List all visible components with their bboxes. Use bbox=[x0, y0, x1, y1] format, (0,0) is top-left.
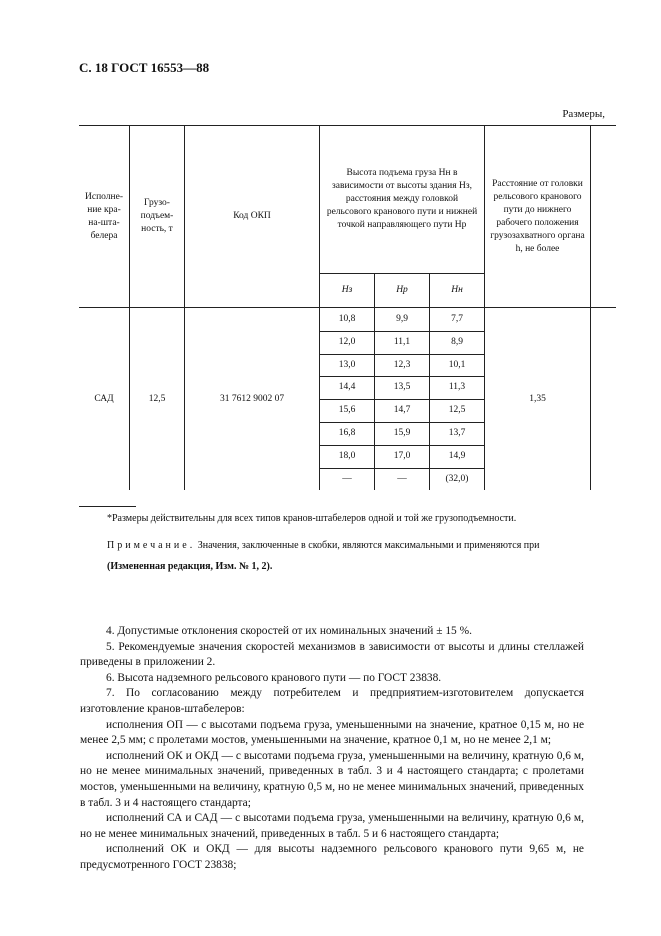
table-cell: 11,1 bbox=[393, 337, 411, 347]
note bbox=[107, 540, 540, 551]
table-cell: 17,0 bbox=[393, 451, 411, 461]
table-cell: 18,0 bbox=[338, 451, 356, 461]
paragraph: исполнений ОК и ОКД — для высоты надземного рельсового кранового пути 9,65 м, не предусмотренного ГОСТ 23838; bbox=[80, 843, 584, 871]
subheader-hz: Hз bbox=[341, 285, 353, 295]
cell-okp: 31 7612 9002 07 bbox=[219, 393, 285, 404]
cell-capacity: 12,5 bbox=[148, 393, 166, 404]
table-cell: 14,9 bbox=[448, 451, 466, 461]
paragraph: 4. Допустимые отклонения скоростей от их номинальных значений ± 15 %. bbox=[106, 625, 472, 637]
paragraph: исполнений ОК и ОКД — с высотами подъема груза, уменьшенными на величину, кратную 0,6 м, но не менее минимальных значений, приведенных в табл. 3 и 4 настоящего стандарта; с пролетами мостов, уменьшенными на величину, кратную 0,5 м, но не менее минимальных значений, приведенных в табл. 3 и 4 настоящего стандарта; bbox=[80, 749, 584, 809]
table-cell: 10,1 bbox=[448, 360, 466, 370]
units-label: Размеры, bbox=[562, 108, 605, 120]
subheader-hn: Hн bbox=[451, 285, 463, 295]
table-cell: 12,3 bbox=[393, 360, 411, 370]
table-cell: 15,9 bbox=[393, 428, 411, 438]
table-cell: 15,6 bbox=[338, 405, 356, 415]
table-cell: 12,5 bbox=[448, 405, 466, 415]
header-distance: Расстояние от головки рельсового кранового пути до нижнего рабочего положения грузозахватного органа h, не более bbox=[490, 178, 585, 254]
table-cell: 12,0 bbox=[338, 337, 356, 347]
table-cell: 7,7 bbox=[451, 314, 463, 324]
table-cell: — bbox=[397, 474, 407, 484]
table-cell: 11,3 bbox=[448, 382, 466, 392]
paragraph: 6. Высота надземного рельсового кранового пути — по ГОСТ 23838. bbox=[106, 671, 442, 684]
col-divider-7 bbox=[590, 125, 591, 490]
table-cell: 16,8 bbox=[338, 428, 356, 438]
table-cell: (32,0) bbox=[445, 474, 469, 484]
header-height: Высота подъема груза Hн в зависимости от высоты здания Hз, расстояния между головкой рельсового кранового пути и нижней точкой направляющего пути Hр bbox=[326, 168, 478, 230]
table-cell: 8,9 bbox=[451, 337, 463, 347]
header-capacity: Грузо-подъем-ность, т bbox=[140, 198, 174, 234]
cell-distance: 1,35 bbox=[529, 393, 546, 404]
note-text: Значения, заключенные в скобки, являются максимальными и применяются при bbox=[197, 540, 540, 551]
page-header: С. 18 ГОСТ 16553—88 bbox=[79, 60, 210, 75]
table-cell: 14,7 bbox=[393, 405, 411, 415]
cell-version: САД bbox=[94, 393, 114, 404]
subheader-hr: Hр bbox=[396, 285, 408, 295]
table-cell: 13,7 bbox=[448, 428, 466, 438]
body-text bbox=[80, 624, 584, 874]
edition-note: (Измененная редакция, Изм. № 1, 2). bbox=[107, 561, 273, 572]
table-cell: 10,8 bbox=[338, 314, 356, 324]
table-cell: — bbox=[342, 474, 352, 484]
header-version: Исполне-ние кра-на-шта-белера bbox=[85, 191, 123, 241]
table-cell: 13,0 bbox=[338, 360, 356, 370]
paragraph: 7. По согласованию между потребителем и предприятием-изготовителем допускается изготовление кранов-штабелеров: bbox=[80, 687, 584, 715]
footnote: *Размеры действительны для всех типов кранов-штабелеров одной и той же грузоподъемности. bbox=[107, 513, 517, 524]
note-label: Примечание. bbox=[107, 540, 196, 551]
paragraph: 5. Рекомендуемые значения скоростей механизмов в зависимости от высоты и длины стеллажей приведены в приложении 2. bbox=[80, 640, 584, 669]
header-okp: Код ОКП bbox=[233, 211, 271, 221]
footnote-rule bbox=[79, 506, 136, 507]
table-cell: 9,9 bbox=[396, 314, 408, 324]
paragraph: исполнения ОП — с высотами подъема груза, уменьшенными на значение, кратное 0,15 м, но не менее 2,5 мм; с пролетами мостов, уменьшенными на значение, кратное 0,1 м, но не менее 2,1 м; bbox=[80, 718, 584, 747]
paragraph: исполнений СА и САД — с высотами подъема груза, уменьшенными на величину, кратную 0,6 м, но не менее минимальных значений, приведенных в табл. 5 и 6 настоящего стандарта; bbox=[80, 812, 584, 840]
table-cell: 13,5 bbox=[393, 382, 411, 392]
table-cell: 14,4 bbox=[338, 382, 356, 392]
